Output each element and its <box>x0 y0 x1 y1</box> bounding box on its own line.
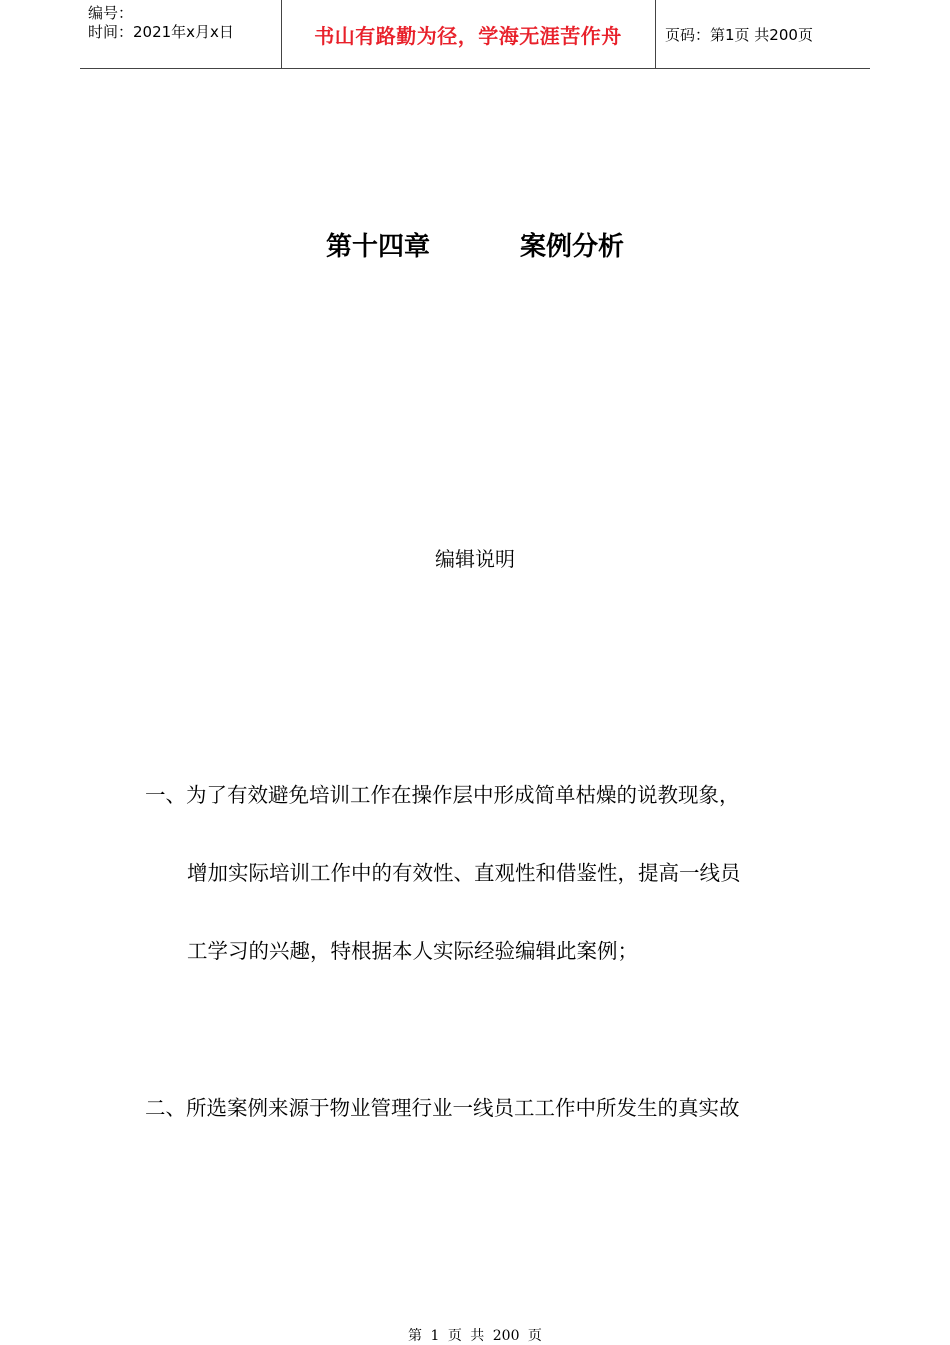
document-date: 时间：2021年x月x日 <box>88 23 234 41</box>
paragraph-1-line-3: 工学习的兴趣，特根据本人实际经验编辑此案例； <box>187 939 638 963</box>
chapter-number: 第十四章 <box>325 232 430 262</box>
header-motto: 书山有路勤为径，学海无涯苦作舟 <box>314 24 622 48</box>
paragraph-1-line-1: 一、为了有效避免培训工作在操作层中形成简单枯燥的说教现象， <box>145 783 740 807</box>
header-divider-right <box>655 0 656 68</box>
page-header <box>80 0 870 69</box>
chapter-title: 案例分析 <box>520 232 625 262</box>
page-footer: 第 1 页 共 200 页 <box>408 1328 542 1344</box>
section-title: 编辑说明 <box>435 547 515 571</box>
paragraph-1-line-2: 增加实际培训工作中的有效性、直观性和借鉴性，提高一线员 <box>187 861 741 885</box>
header-page-info: 页码：第1页 共200页 <box>665 26 813 44</box>
document-number-label: 编号： <box>88 4 134 22</box>
chapter-heading <box>0 226 950 263</box>
paragraph-2-line-1: 二、所选案例来源于物业管理行业一线员工工作中所发生的真实故 <box>145 1096 740 1120</box>
header-meta <box>88 4 278 42</box>
